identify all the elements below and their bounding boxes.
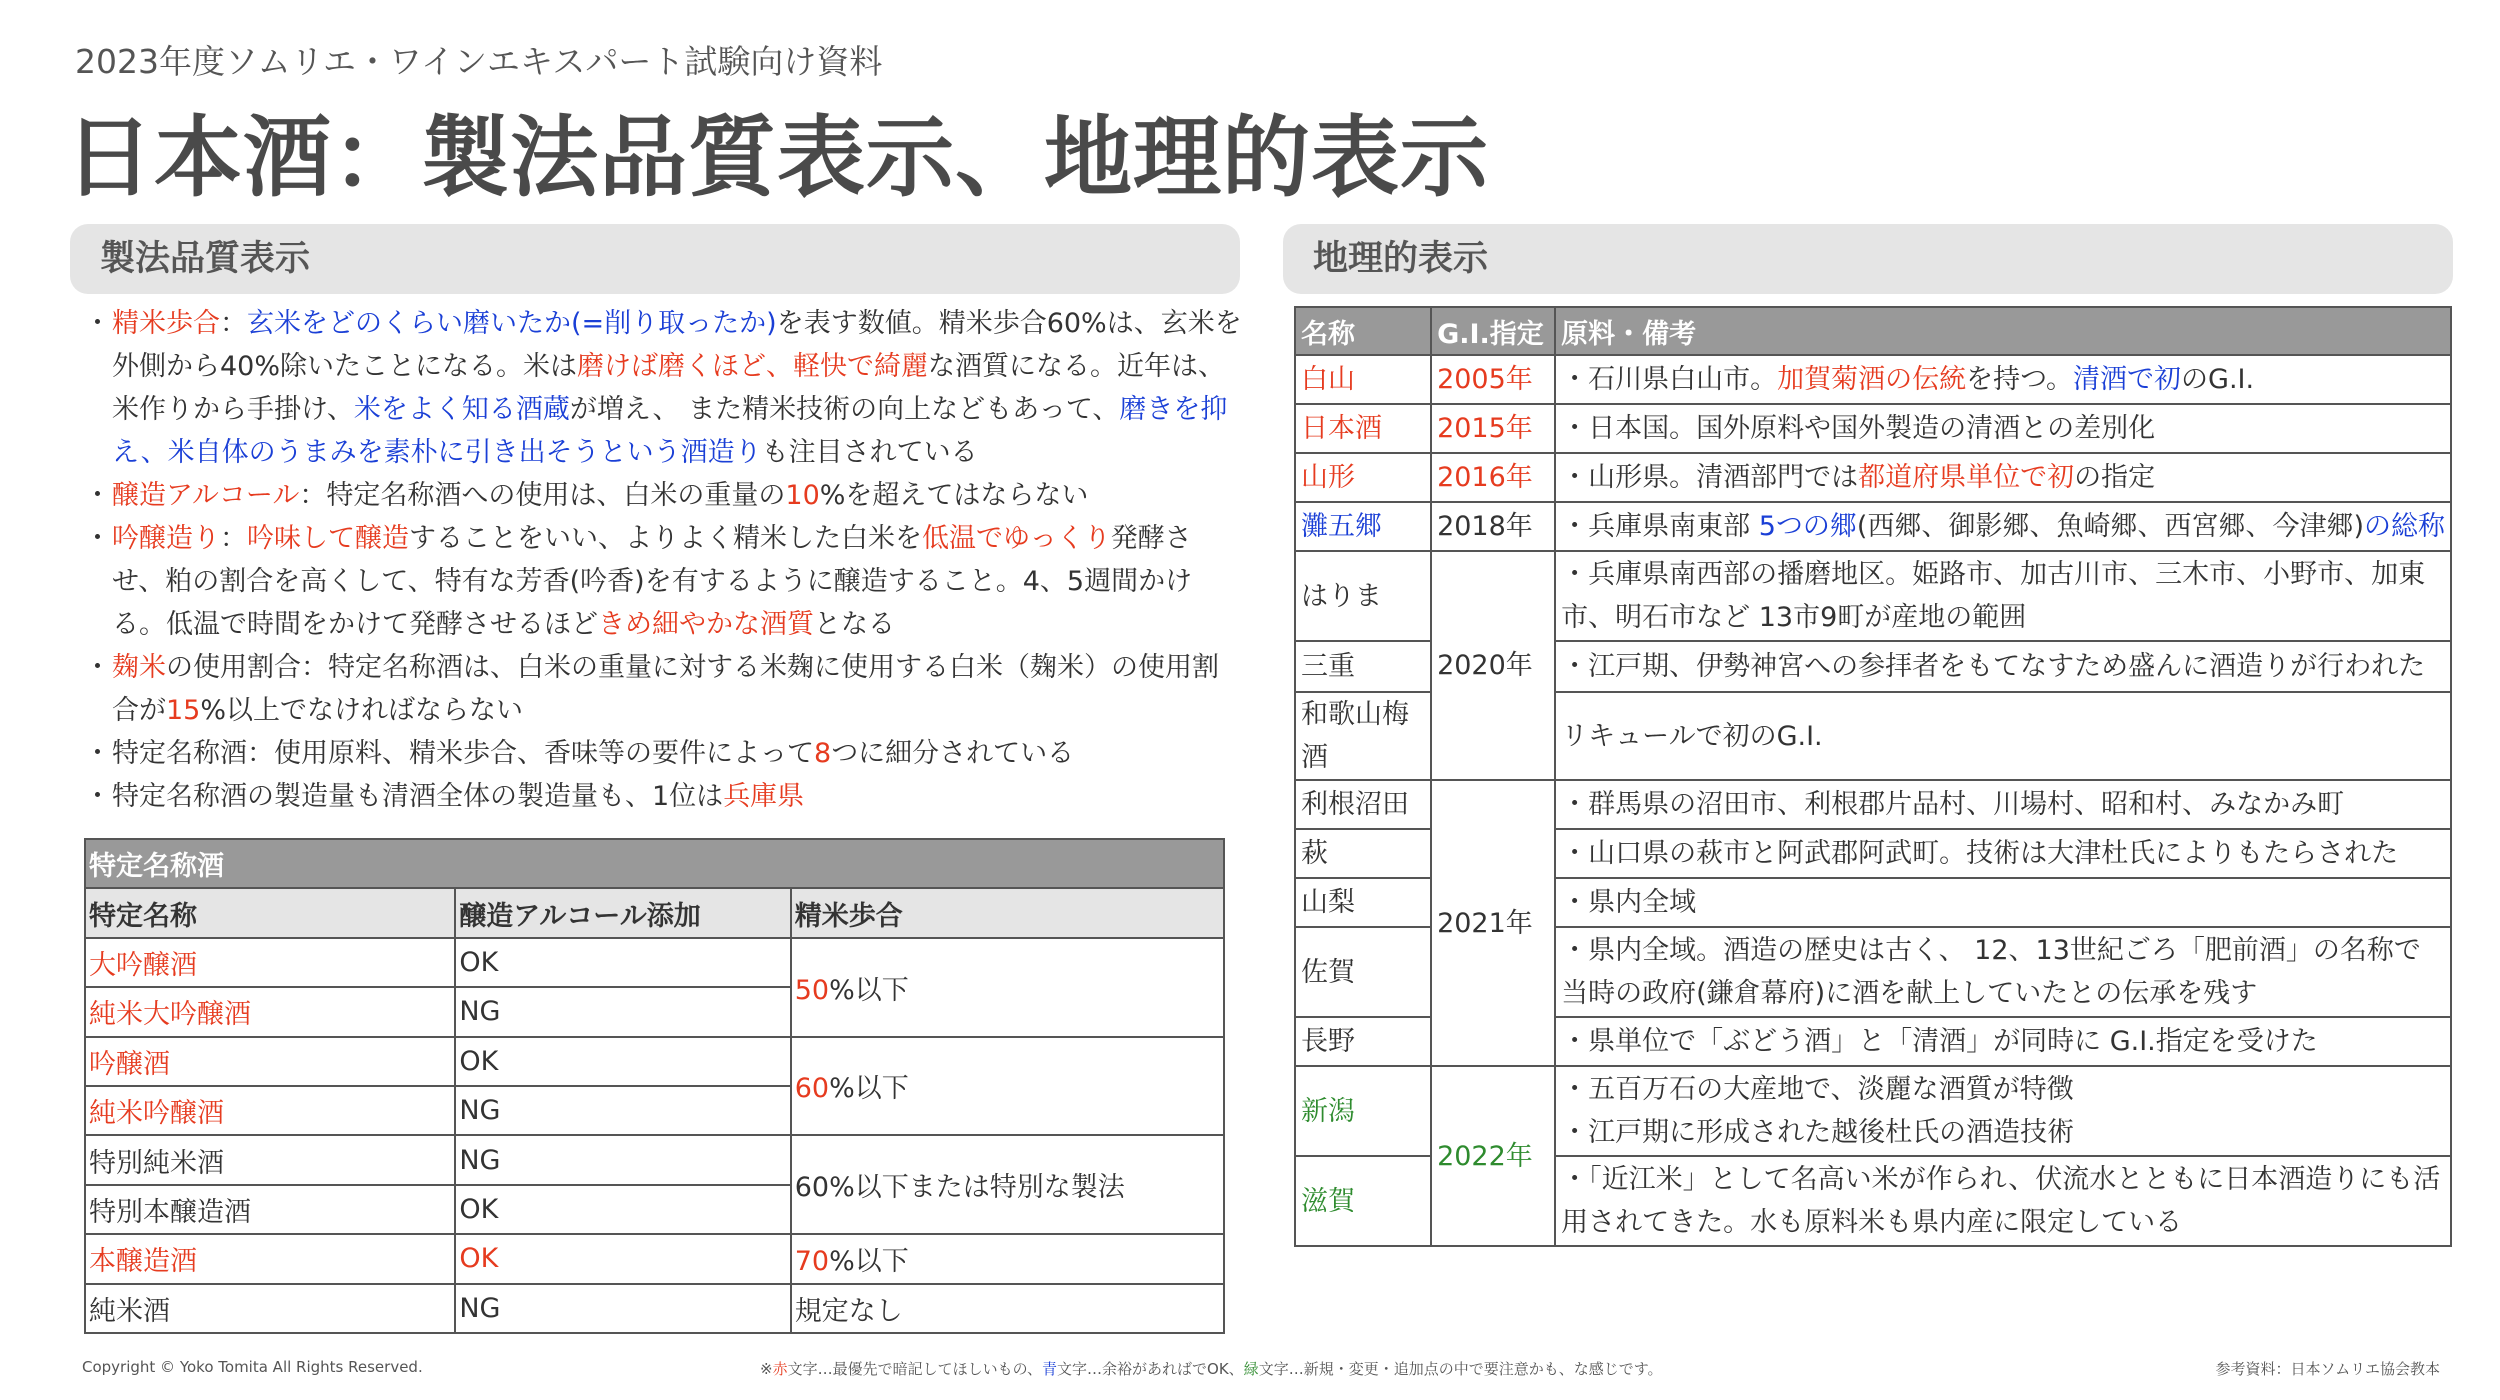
list-item: ・ 精米歩合：玄米をどのくらい磨いたか(=削り取ったか)を表す数値。精米歩合60%は、玄米を外側から40%除いたことになる。米は磨けば磨くほど、軽快で綺麗な酒質になる。近年は、米作りから手掛け、米をよく知る酒蔵が増え、 また精米技術の向上などもあって、磨きを抑え、米自体のうまみを素朴に引き出そうという酒造りも注目されている [84, 308, 1242, 468]
cell-note: ・山口県の萩市と阿武郡阿武町。技術は大津杜氏によりもたらされた [1555, 829, 2451, 878]
cell-year: 2021年 [1431, 780, 1555, 1066]
cell-name: 和歌山梅酒 [1295, 692, 1431, 780]
cell-ratio: 70%以下 [791, 1234, 1224, 1283]
cell-year: 2018年 [1431, 502, 1555, 551]
column-header: G.I.指定 [1431, 307, 1555, 355]
cell-note: ・江戸期、伊勢神宮への参拝者をもてなすため盛んに酒造りが行われた [1555, 641, 2451, 692]
cell-name: 純米酒 [85, 1284, 455, 1333]
cell-alcohol: NG [455, 987, 790, 1036]
cell-note: ・県内全域。酒造の歴史は古く、 12、13世紀ごろ「肥前酒」の名称で当時の政府(鎌倉幕府)に酒を献上していたとの伝承を残す [1555, 927, 2451, 1017]
cell-ratio: 60%以下 [791, 1037, 1224, 1136]
cell-note: ・兵庫県南西部の播磨地区。姫路市、加古川市、三木市、小野市、加東市、明石市など 13市9町が産地の範囲 [1555, 551, 2451, 641]
cell-name: 日本酒 [1295, 404, 1431, 453]
gi-table [1294, 306, 2452, 1247]
column-header: 精米歩合 [791, 888, 1224, 937]
column-header: 原料・備考 [1555, 307, 2451, 355]
table-row [85, 1234, 1224, 1283]
cell-alcohol: NG [455, 1086, 790, 1135]
cell-alcohol: NG [455, 1135, 790, 1184]
cell-alcohol: NG [455, 1284, 790, 1333]
cell-name: はりま [1295, 551, 1431, 641]
cell-name: 佐賀 [1295, 927, 1431, 1017]
cell-alcohol: OK [455, 1234, 790, 1283]
reference-note: 参考資料：日本ソムリエ協会教本 [2215, 1360, 2440, 1378]
cell-note: ・五百万石の大産地で、淡麗な酒質が特徴 ・江戸期に形成された越後杜氏の酒造技術 [1555, 1066, 2451, 1156]
column-header: 特定名称 [85, 888, 455, 937]
cell-year: 2005年 [1431, 355, 1555, 404]
cell-name: 萩 [1295, 829, 1431, 878]
column-header: 醸造アルコール添加 [455, 888, 790, 937]
cell-name: 大吟醸酒 [85, 938, 455, 987]
production-notes [84, 302, 1244, 818]
table-row [1295, 404, 2451, 453]
table-row [1295, 453, 2451, 502]
cell-name: 新潟 [1295, 1066, 1431, 1156]
cell-note: リキュールで初のG.I. [1555, 692, 2451, 780]
cell-name: 吟醸酒 [85, 1037, 455, 1086]
table-row [85, 1135, 1224, 1184]
table-row [1295, 502, 2451, 551]
table-row [85, 1037, 1224, 1086]
cell-note: ・県単位で「ぶどう酒」と「清酒」が同時に G.I.指定を受けた [1555, 1017, 2451, 1066]
cell-alcohol: OK [455, 938, 790, 987]
cell-note: ・県内全域 [1555, 878, 2451, 927]
document-subtitle: 2023年度ソムリエ・ワインエキスパート試験向け資料 [75, 42, 883, 81]
cell-name: 山梨 [1295, 878, 1431, 927]
section-heading-production: 製法品質表示 [70, 224, 1240, 294]
cell-ratio: 50%以下 [791, 938, 1224, 1037]
cell-year: 2020年 [1431, 551, 1555, 780]
list-item: ・ 麹米の使用割合：特定名称酒は、白米の重量に対する米麹に使用する白米（麹米）の使用割合が15%以上でなければならない [84, 652, 1219, 726]
cell-name: 特別本醸造酒 [85, 1185, 455, 1234]
cell-name: 本醸造酒 [85, 1234, 455, 1283]
cell-note: ・「近江米」として名高い米が作られ、伏流水とともに日本酒造りにも活用されてきた。水も原料米も県内産に限定している [1555, 1156, 2451, 1246]
page-title: 日本酒：製法品質表示、地理的表示 [65, 106, 1490, 209]
list-item: ・ 吟醸造り：吟味して醸造することをいい、よりよく精米した白米を低温でゆっくり発酵させ、粕の割合を高くして、特有な芳香(吟香)を有するように醸造すること。4、5週間かける。低温で時間をかけて発酵させるほどきめ細やかな酒質となる [84, 523, 1193, 640]
cell-name: 純米吟醸酒 [85, 1086, 455, 1135]
cell-name: 特別純米酒 [85, 1135, 455, 1184]
copyright: Copyright © Yoko Tomita All Rights Reserved. [82, 1358, 423, 1376]
cell-name: 灘五郷 [1295, 502, 1431, 551]
table-row [1295, 780, 2451, 829]
cell-note: ・日本国。国外原料や国外製造の清酒との差別化 [1555, 404, 2451, 453]
table-caption: 特定名称酒 [85, 839, 1224, 888]
cell-ratio: 60%以下または特別な製法 [791, 1135, 1224, 1234]
cell-name: 山形 [1295, 453, 1431, 502]
cell-name: 純米大吟醸酒 [85, 987, 455, 1036]
cell-alcohol: OK [455, 1185, 790, 1234]
cell-note: ・群馬県の沼田市、利根郡片品村、川場村、昭和村、みなかみ町 [1555, 780, 2451, 829]
table-row [85, 1284, 1224, 1333]
column-header: 名称 [1295, 307, 1431, 355]
table-row [1295, 551, 2451, 641]
cell-name: 利根沼田 [1295, 780, 1431, 829]
section-heading-geographical: 地理的表示 [1283, 224, 2453, 294]
table-row [1295, 1066, 2451, 1156]
table-row [1295, 355, 2451, 404]
cell-name: 白山 [1295, 355, 1431, 404]
color-legend: ※赤文字…最優先で暗記してほしいもの、青文字…余裕があればでOK、緑文字…新規・変更・追加点の中で要注意かも、な感じです。 [760, 1360, 1663, 1378]
cell-note: ・石川県白山市。加賀菊酒の伝統を持つ。清酒で初のG.I. [1555, 355, 2451, 404]
cell-name: 三重 [1295, 641, 1431, 692]
cell-year: 2022年 [1431, 1066, 1555, 1246]
cell-alcohol: OK [455, 1037, 790, 1086]
cell-note: ・兵庫県南東部 5つの郷(西郷、御影郷、魚崎郷、西宮郷、今津郷)の総称 [1555, 502, 2451, 551]
cell-note: ・山形県。清酒部門では都道府県単位で初の指定 [1555, 453, 2451, 502]
list-item: ・ 醸造アルコール：特定名称酒への使用は、白米の重量の10%を超えてはならない [84, 480, 1089, 511]
cell-year: 2016年 [1431, 453, 1555, 502]
list-item: ・ 特定名称酒：使用原料、精米歩合、香味等の要件によって8つに細分されている [84, 738, 1075, 769]
cell-year: 2015年 [1431, 404, 1555, 453]
table-row [85, 938, 1224, 987]
tokutei-meisho-table [84, 838, 1225, 1334]
list-item: ・ 特定名称酒の製造量も清酒全体の製造量も、1位は兵庫県 [84, 781, 805, 812]
cell-name: 長野 [1295, 1017, 1431, 1066]
cell-name: 滋賀 [1295, 1156, 1431, 1246]
cell-ratio: 規定なし [791, 1284, 1224, 1333]
